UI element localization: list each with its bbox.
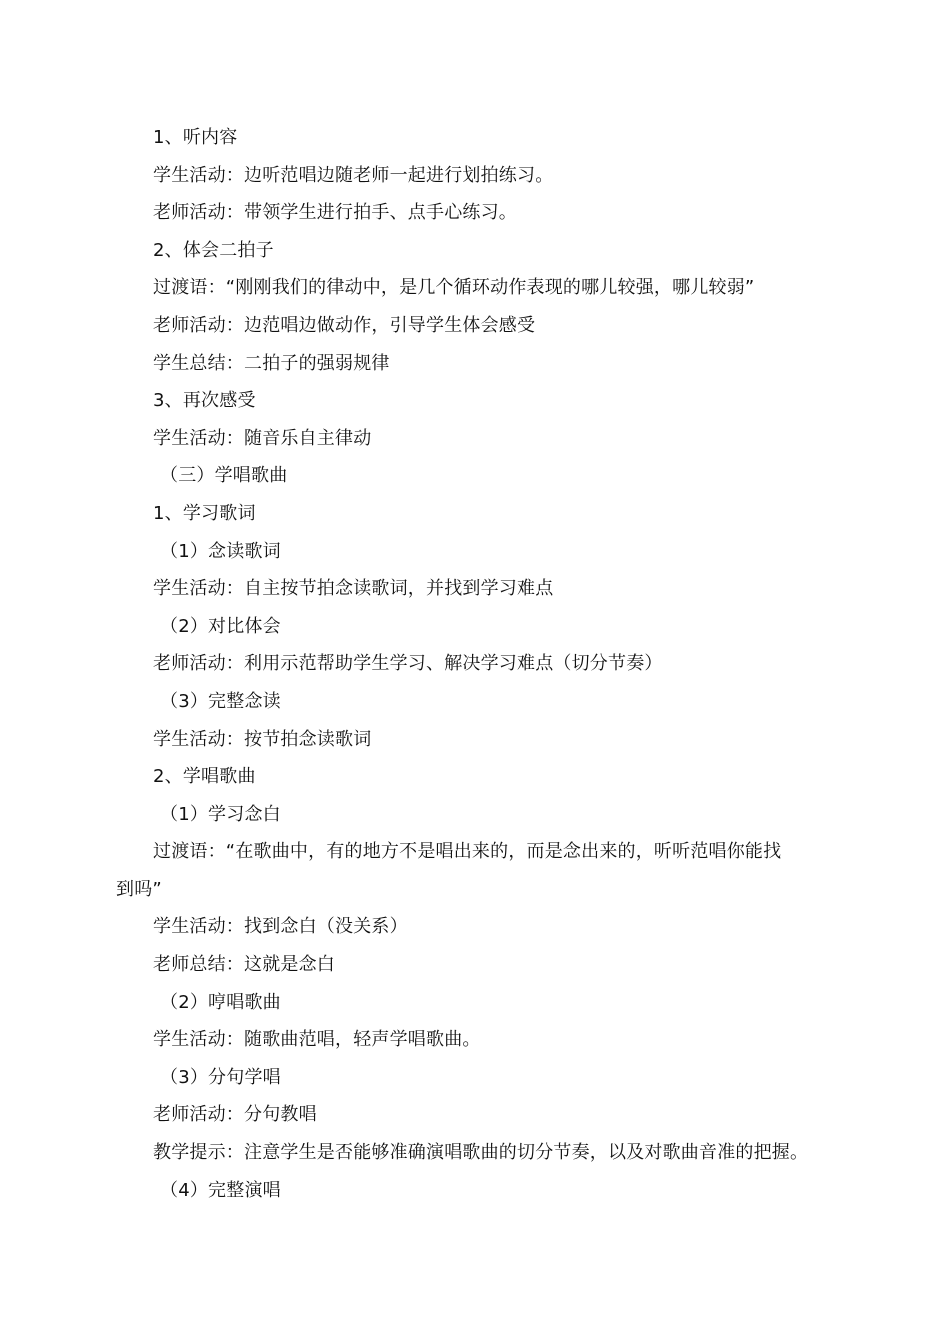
section-heading: 2、体会二拍子 <box>153 239 274 261</box>
subsection-heading: （1）学习念白 <box>160 803 281 825</box>
paragraph-line: 老师活动：利用示范帮助学生学习、解决学习难点（切分节奏） <box>153 653 663 675</box>
subsection-heading: （三）学唱歌曲 <box>160 465 288 487</box>
paragraph-line: 学生活动：找到念白（没关系） <box>153 916 408 938</box>
subsection-heading: （3）分句学唱 <box>160 1066 281 1088</box>
section-heading: 1、听内容 <box>153 127 238 148</box>
subsection-heading: （3）完整念读 <box>160 690 281 712</box>
paragraph-line: 过渡语：“刚刚我们的律动中，是几个循环动作表现的哪儿较强，哪儿较弱” <box>153 277 755 299</box>
paragraph-line: 教学提示：注意学生是否能够准确演唱歌曲的切分节奏，以及对歌曲音准的把握。 <box>153 1142 809 1164</box>
paragraph-line: 老师活动：分句教唱 <box>153 1104 317 1126</box>
subsection-heading: （2）对比体会 <box>160 615 281 637</box>
section-heading: 1、学习歌词 <box>153 502 256 524</box>
paragraph-line: 老师总结：这就是念白 <box>153 954 335 976</box>
section-heading: 3、再次感受 <box>153 390 256 412</box>
paragraph-continuation-line: 到吗” <box>116 878 162 900</box>
document-body <box>116 119 843 1209</box>
paragraph-line: 老师活动：带领学生进行拍手、点手心练习。 <box>153 202 517 224</box>
subsection-heading: （4）完整演唱 <box>160 1179 281 1201</box>
paragraph-line: 老师活动：边范唱边做动作，引导学生体会感受 <box>153 314 536 336</box>
paragraph-line: 学生活动：按节拍念读歌词 <box>153 728 372 750</box>
paragraph-line: 学生总结：二拍子的强弱规律 <box>153 352 390 374</box>
paragraph-line: 学生活动：随歌曲范唱，轻声学唱歌曲。 <box>153 1029 481 1051</box>
subsection-heading: （2）哼唱歌曲 <box>160 991 281 1013</box>
paragraph-line: 学生活动：边听范唱边随老师一起进行划拍练习。 <box>153 164 554 186</box>
section-heading: 2、学唱歌曲 <box>153 766 256 788</box>
subsection-heading: （1）念读歌词 <box>160 540 281 562</box>
paragraph-line: 学生活动：自主按节拍念读歌词，并找到学习难点 <box>153 578 554 600</box>
paragraph-line: 学生活动：随音乐自主律动 <box>153 427 372 449</box>
paragraph-line: 过渡语：“在歌曲中，有的地方不是唱出来的，而是念出来的，听听范唱你能找 <box>153 841 782 863</box>
